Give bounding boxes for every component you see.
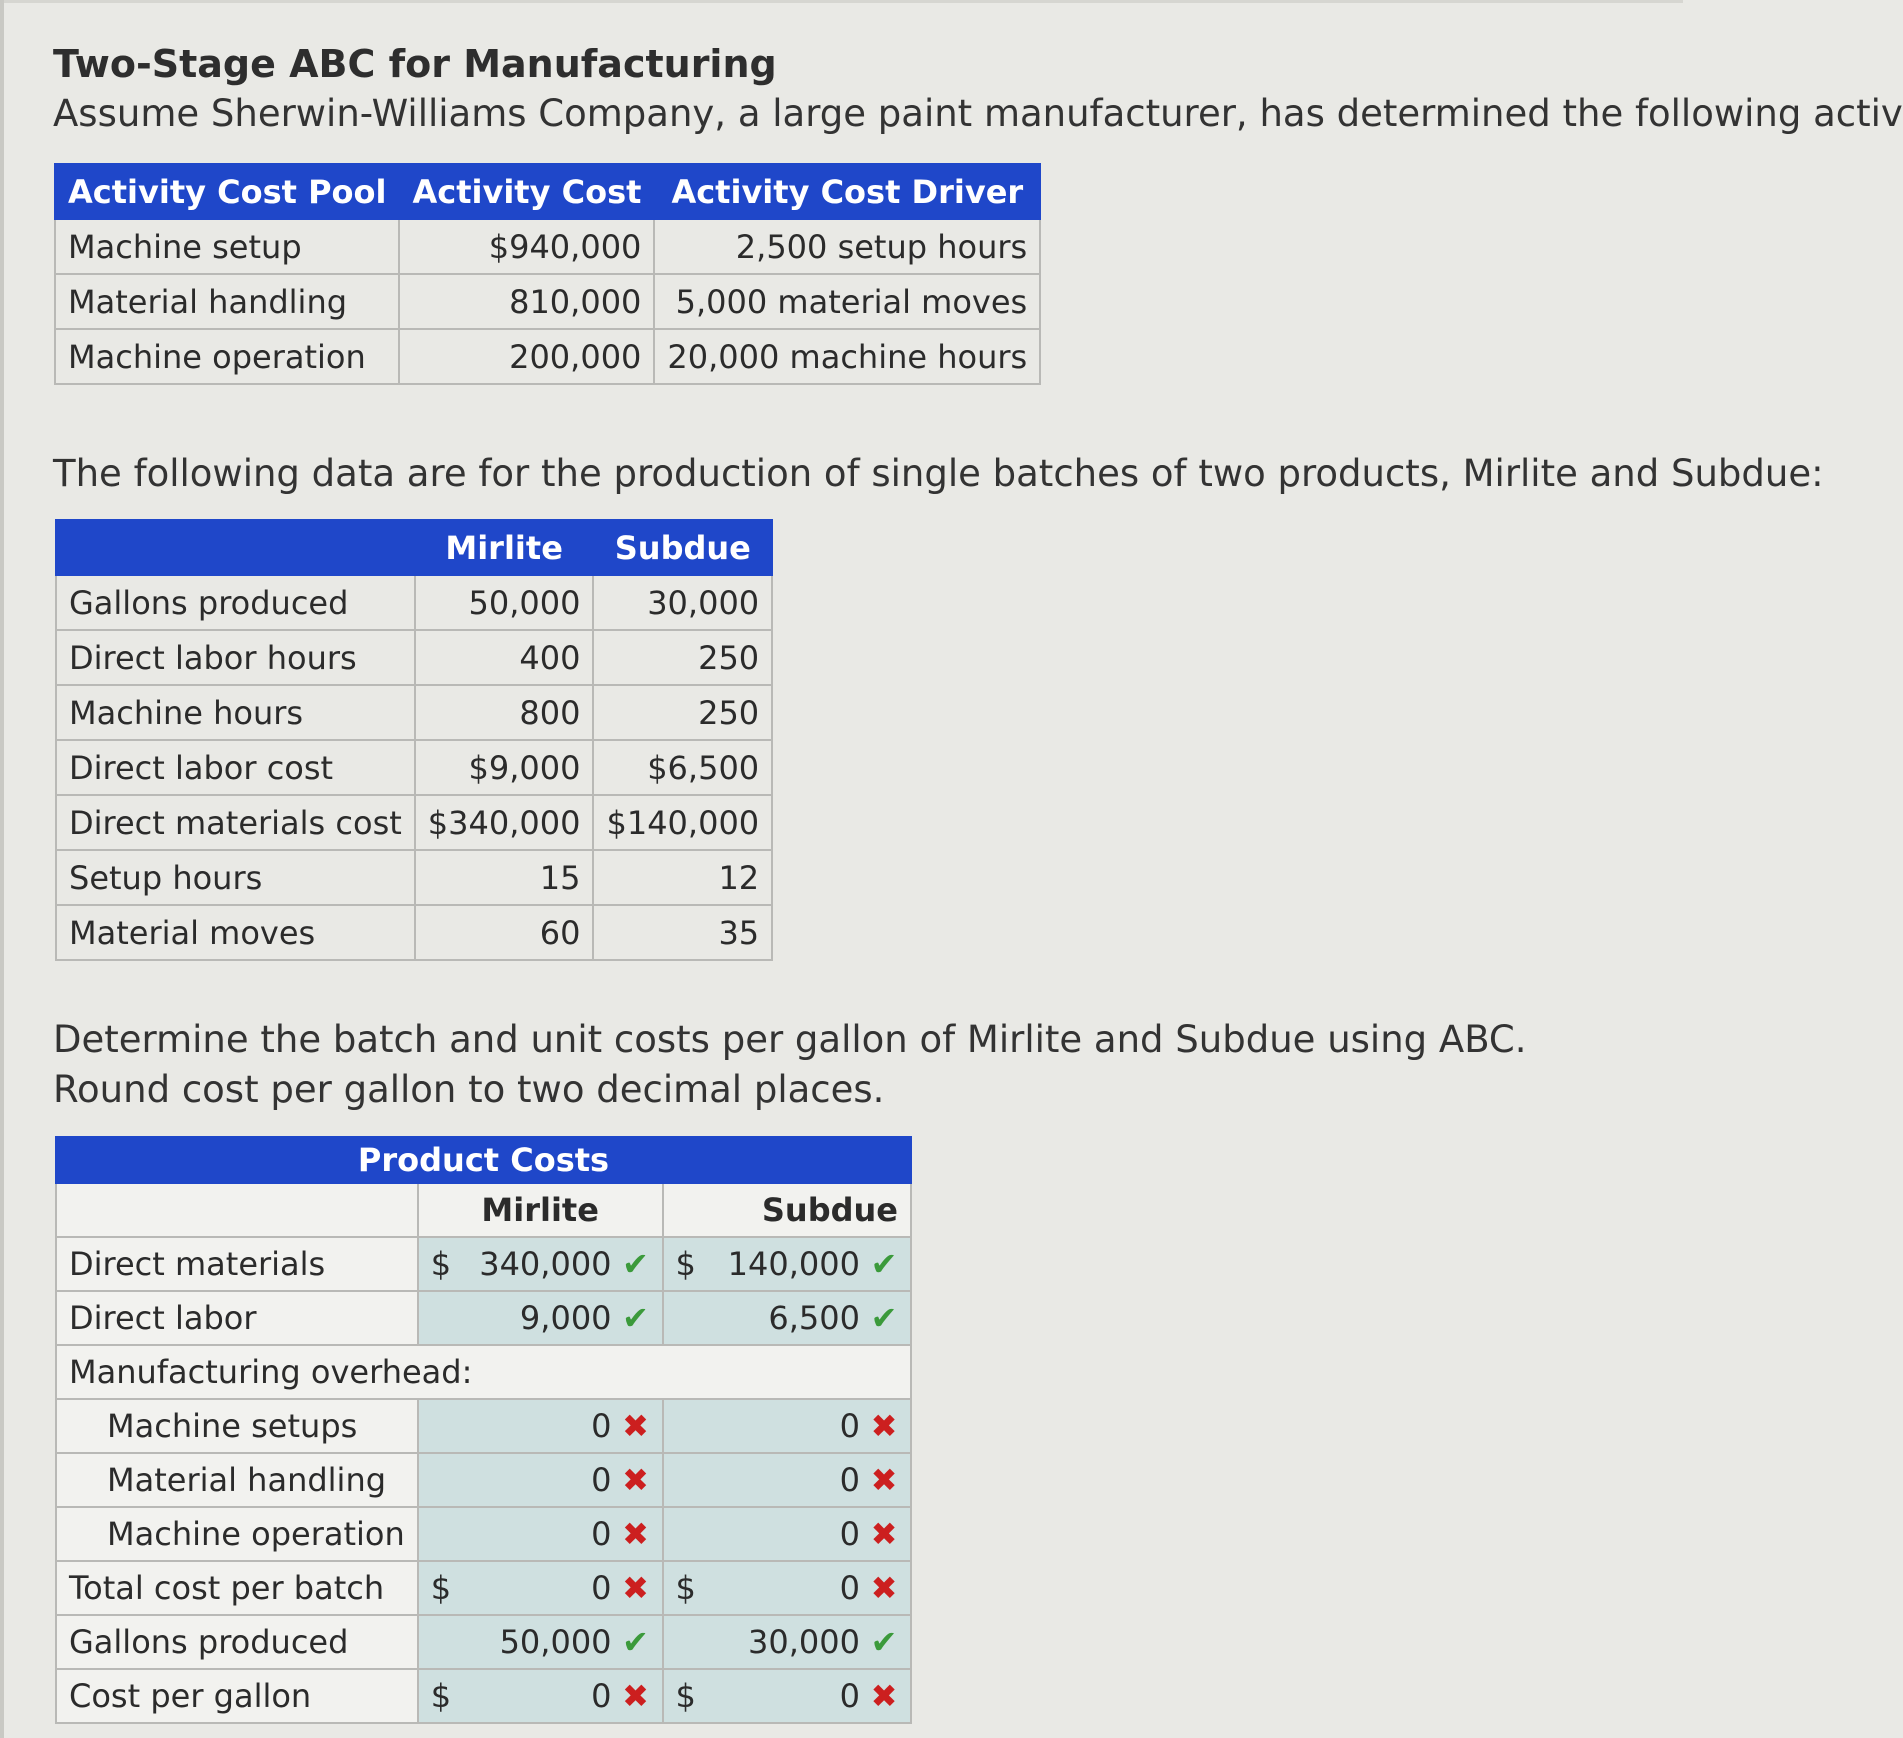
cross-icon: ✖ bbox=[622, 1407, 649, 1445]
table-row bbox=[56, 685, 772, 740]
table-row bbox=[56, 1399, 911, 1453]
table-cell: 400 bbox=[415, 630, 594, 685]
cross-icon: ✖ bbox=[870, 1677, 898, 1715]
check-icon: ✔ bbox=[622, 1299, 649, 1337]
input-value: 0 bbox=[591, 1677, 612, 1715]
cross-icon: ✖ bbox=[870, 1569, 898, 1607]
table-row bbox=[56, 1345, 911, 1399]
row-label: Material handling bbox=[56, 1453, 418, 1507]
input-value: 0 bbox=[839, 1407, 860, 1445]
currency-symbol: $ bbox=[430, 1569, 452, 1607]
table-cell: Material handling bbox=[55, 274, 399, 329]
intro-text: Assume Sherwin-Williams Company, a large paint manufacturer, has determined the following activ bbox=[53, 92, 1903, 135]
table-cell: 250 bbox=[593, 685, 772, 740]
table-cell: Direct materials cost bbox=[56, 795, 415, 850]
table-title-row bbox=[56, 1137, 911, 1183]
machine-operation-mirlite-input[interactable] bbox=[418, 1507, 663, 1561]
currency-symbol: $ bbox=[430, 1245, 452, 1283]
table-cell: 12 bbox=[593, 850, 772, 905]
table-cell: Setup hours bbox=[56, 850, 415, 905]
input-value: 0 bbox=[591, 1569, 612, 1607]
cost-per-gallon-mirlite-input[interactable] bbox=[418, 1669, 663, 1723]
table-row bbox=[55, 219, 1040, 274]
row-label: Gallons produced bbox=[56, 1615, 418, 1669]
table-row bbox=[56, 1237, 911, 1291]
gallons-subdue-input[interactable] bbox=[663, 1615, 911, 1669]
input-value: 0 bbox=[591, 1515, 612, 1553]
table-cell: Machine setup bbox=[55, 219, 399, 274]
gallons-mirlite-input[interactable] bbox=[418, 1615, 663, 1669]
check-icon: ✔ bbox=[870, 1623, 898, 1661]
column-header-subdue: Subdue bbox=[663, 1183, 911, 1237]
table-cell: 15 bbox=[415, 850, 594, 905]
cross-icon: ✖ bbox=[870, 1407, 898, 1445]
table-row bbox=[56, 1507, 911, 1561]
table-row bbox=[56, 1291, 911, 1345]
table-cell: Machine hours bbox=[56, 685, 415, 740]
row-label: Machine setups bbox=[56, 1399, 418, 1453]
table-cell: 50,000 bbox=[415, 575, 594, 630]
input-value: 6,500 bbox=[768, 1299, 860, 1337]
table-cell: 35 bbox=[593, 905, 772, 960]
table-header-row bbox=[56, 520, 772, 575]
table-row bbox=[56, 1669, 911, 1723]
column-header-mirlite: Mirlite bbox=[418, 1183, 663, 1237]
table-cell: $140,000 bbox=[593, 795, 772, 850]
table-row bbox=[56, 575, 772, 630]
table-cell: 250 bbox=[593, 630, 772, 685]
cross-icon: ✖ bbox=[870, 1515, 898, 1553]
table-cell: 810,000 bbox=[399, 274, 654, 329]
table-row bbox=[55, 274, 1040, 329]
input-value: 9,000 bbox=[519, 1299, 612, 1337]
table-cell: Direct labor hours bbox=[56, 630, 415, 685]
row-label: Total cost per batch bbox=[56, 1561, 418, 1615]
table-row bbox=[56, 630, 772, 685]
cross-icon: ✖ bbox=[622, 1515, 649, 1553]
table-cell: Machine operation bbox=[55, 329, 399, 384]
direct-materials-subdue-input[interactable] bbox=[663, 1237, 911, 1291]
input-value: 0 bbox=[591, 1407, 612, 1445]
total-cost-mirlite-input[interactable] bbox=[418, 1561, 663, 1615]
column-header: Subdue bbox=[593, 520, 772, 575]
cross-icon: ✖ bbox=[870, 1461, 898, 1499]
cost-per-gallon-subdue-input[interactable] bbox=[663, 1669, 911, 1723]
input-value: 340,000 bbox=[479, 1245, 612, 1283]
table-cell: $6,500 bbox=[593, 740, 772, 795]
table-row bbox=[56, 1453, 911, 1507]
input-value: 0 bbox=[591, 1461, 612, 1499]
batch-data-table bbox=[55, 519, 773, 961]
activity-cost-table bbox=[54, 163, 1041, 385]
currency-symbol: $ bbox=[675, 1245, 696, 1283]
column-header: Mirlite bbox=[415, 520, 594, 575]
overhead-label: Manufacturing overhead: bbox=[56, 1345, 911, 1399]
input-value: 0 bbox=[839, 1569, 860, 1607]
currency-symbol: $ bbox=[430, 1677, 452, 1715]
table-row bbox=[56, 740, 772, 795]
table-header-row bbox=[55, 164, 1040, 219]
table-cell: 2,500 setup hours bbox=[654, 219, 1040, 274]
input-value: 30,000 bbox=[748, 1623, 860, 1661]
input-value: 0 bbox=[839, 1515, 860, 1553]
table-cell: 30,000 bbox=[593, 575, 772, 630]
product-costs-table bbox=[55, 1136, 912, 1724]
header-spacer bbox=[56, 1183, 418, 1237]
check-icon: ✔ bbox=[870, 1299, 898, 1337]
check-icon: ✔ bbox=[870, 1245, 898, 1283]
question-text-line1: Determine the batch and unit costs per gallon of Mirlite and Subdue using ABC. bbox=[53, 1018, 1527, 1061]
table-row bbox=[56, 850, 772, 905]
machine-setups-subdue-input[interactable] bbox=[663, 1399, 911, 1453]
total-cost-subdue-input[interactable] bbox=[663, 1561, 911, 1615]
row-label: Machine operation bbox=[56, 1507, 418, 1561]
input-value: 0 bbox=[839, 1677, 860, 1715]
row-label: Direct materials bbox=[56, 1237, 418, 1291]
cross-icon: ✖ bbox=[622, 1677, 649, 1715]
table-row bbox=[56, 905, 772, 960]
table-row bbox=[56, 1561, 911, 1615]
table-cell: Material moves bbox=[56, 905, 415, 960]
direct-labor-subdue-input[interactable] bbox=[663, 1291, 911, 1345]
direct-labor-mirlite-input[interactable] bbox=[418, 1291, 663, 1345]
currency-symbol: $ bbox=[675, 1569, 696, 1607]
material-handling-mirlite-input[interactable] bbox=[418, 1453, 663, 1507]
table-title: Product Costs bbox=[56, 1137, 911, 1183]
input-value: 140,000 bbox=[727, 1245, 860, 1283]
currency-symbol: $ bbox=[675, 1677, 696, 1715]
table-cell: Gallons produced bbox=[56, 575, 415, 630]
table-cell: $340,000 bbox=[415, 795, 594, 850]
table-cell: $9,000 bbox=[415, 740, 594, 795]
page-title: Two-Stage ABC for Manufacturing bbox=[53, 42, 777, 86]
column-header: Activity Cost Pool bbox=[55, 164, 399, 219]
table-row bbox=[56, 795, 772, 850]
table-row bbox=[55, 329, 1040, 384]
input-value: 0 bbox=[839, 1461, 860, 1499]
batch-intro-text: The following data are for the production of single batches of two products, Mirlite and Subdue: bbox=[53, 452, 1824, 495]
table-cell: 5,000 material moves bbox=[654, 274, 1040, 329]
table-row bbox=[56, 1615, 911, 1669]
input-value: 50,000 bbox=[499, 1623, 612, 1661]
check-icon: ✔ bbox=[622, 1245, 649, 1283]
table-header-row bbox=[56, 1183, 911, 1237]
material-handling-subdue-input[interactable] bbox=[663, 1453, 911, 1507]
column-header: Activity Cost Driver bbox=[654, 164, 1040, 219]
cross-icon: ✖ bbox=[622, 1569, 649, 1607]
table-cell: 200,000 bbox=[399, 329, 654, 384]
machine-setups-mirlite-input[interactable] bbox=[418, 1399, 663, 1453]
row-label: Direct labor bbox=[56, 1291, 418, 1345]
cross-icon: ✖ bbox=[622, 1461, 649, 1499]
table-cell: Direct labor cost bbox=[56, 740, 415, 795]
check-icon: ✔ bbox=[622, 1623, 649, 1661]
table-cell: $940,000 bbox=[399, 219, 654, 274]
row-label: Cost per gallon bbox=[56, 1669, 418, 1723]
machine-operation-subdue-input[interactable] bbox=[663, 1507, 911, 1561]
question-text-line2: Round cost per gallon to two decimal places. bbox=[53, 1068, 885, 1111]
table-cell: 60 bbox=[415, 905, 594, 960]
direct-materials-mirlite-input[interactable] bbox=[418, 1237, 663, 1291]
column-header: Activity Cost bbox=[399, 164, 654, 219]
column-header bbox=[56, 520, 415, 575]
table-cell: 20,000 machine hours bbox=[654, 329, 1040, 384]
table-cell: 800 bbox=[415, 685, 594, 740]
